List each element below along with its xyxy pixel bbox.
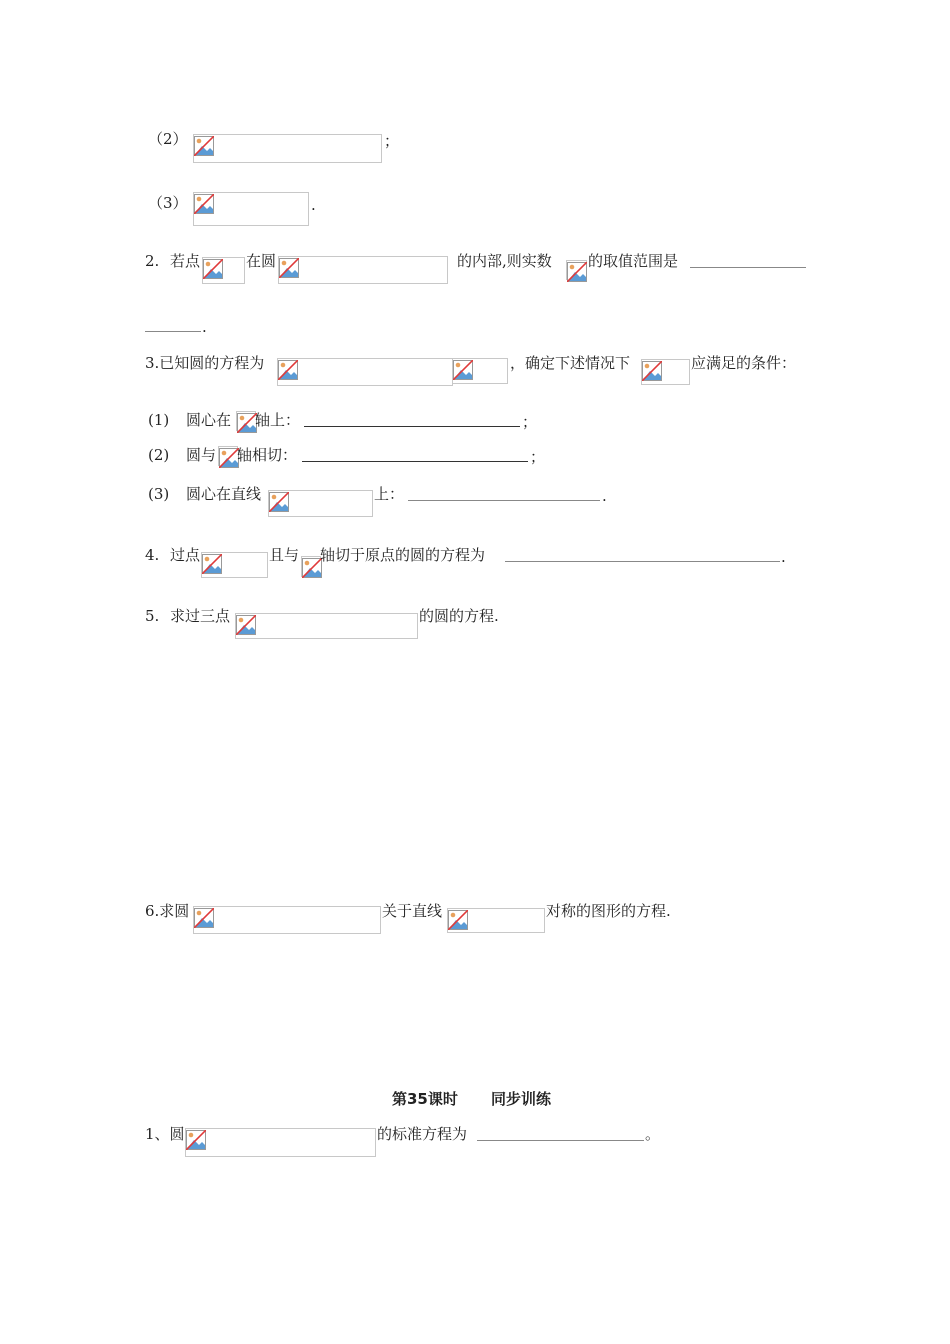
broken-image-icon — [194, 136, 214, 156]
answer-blank — [505, 561, 780, 562]
answer-blank — [408, 500, 600, 501]
broken-image-icon — [567, 262, 587, 282]
subitem-label: (3) — [148, 485, 170, 503]
punct: . — [202, 318, 207, 336]
broken-image-icon — [302, 558, 322, 578]
formula-image — [447, 908, 545, 933]
broken-image-icon — [237, 413, 257, 433]
broken-image-icon — [194, 194, 214, 214]
formula-image — [185, 1128, 376, 1157]
broken-image-icon — [279, 258, 299, 278]
answer-blank — [690, 267, 806, 268]
formula-image — [235, 613, 418, 639]
text: 轴上： — [255, 411, 301, 429]
punct: ； — [522, 413, 538, 431]
formula-image — [193, 192, 309, 226]
punct: . — [781, 548, 786, 566]
broken-image-icon — [448, 910, 468, 930]
formula-image — [641, 359, 690, 385]
text: 过点 — [170, 546, 201, 564]
broken-image-icon — [236, 615, 256, 635]
formula-image — [277, 358, 453, 386]
question-number: 4. — [145, 546, 160, 564]
text: 应满足的条件： — [691, 354, 797, 372]
broken-image-icon — [278, 360, 298, 380]
text: 圆心在 — [186, 411, 232, 429]
broken-image-icon — [453, 360, 473, 380]
broken-image-icon — [219, 448, 239, 468]
text: 圆心在直线 — [186, 485, 262, 503]
text: 的标准方程为 — [377, 1125, 468, 1143]
text: 的取值范围是 — [588, 252, 679, 270]
formula-image — [452, 358, 508, 384]
text: 6.求圆 — [145, 902, 190, 920]
punct: . — [602, 487, 607, 505]
broken-image-icon — [269, 492, 289, 512]
formula-image — [193, 134, 382, 163]
question-number: 5. — [145, 607, 160, 625]
subitem-label: （2） — [148, 130, 188, 148]
formula-image — [193, 906, 381, 934]
text: 对称的图形的方程. — [546, 902, 671, 920]
subitem-label: (1) — [148, 411, 170, 429]
punct: ； — [530, 448, 546, 466]
subitem-label: (2) — [148, 446, 170, 464]
text: 在圆 — [246, 252, 277, 270]
formula-image — [201, 552, 268, 578]
broken-image-icon — [186, 1130, 206, 1150]
section-subtitle: 同步训练 — [491, 1090, 552, 1108]
text: 若点 — [170, 252, 201, 270]
text: 3.已知圆的方程为 — [145, 354, 265, 372]
formula-image — [236, 411, 256, 431]
question-number: 2. — [145, 252, 160, 270]
punct: ； — [384, 132, 400, 150]
answer-blank — [477, 1140, 644, 1141]
text: 轴相切： — [237, 446, 298, 464]
text: 求过三点 — [170, 607, 231, 625]
text: 关于直线 — [382, 902, 443, 920]
broken-image-icon — [642, 361, 662, 381]
text: 圆与 — [186, 446, 217, 464]
text: 上： — [374, 485, 405, 503]
formula-image — [268, 490, 373, 517]
section-title: 第35课时 — [392, 1090, 458, 1108]
punct: 。 — [645, 1125, 661, 1143]
formula-image — [566, 260, 587, 280]
answer-blank — [302, 461, 528, 462]
text: 的内部,则实数 — [457, 252, 552, 270]
broken-image-icon — [203, 259, 223, 279]
broken-image-icon — [202, 554, 222, 574]
text: 且与 — [269, 546, 300, 564]
broken-image-icon — [194, 908, 214, 928]
formula-image — [278, 256, 448, 284]
subitem-label: （3） — [148, 194, 188, 212]
text: ，确定下述情况下 — [510, 354, 631, 372]
formula-image — [202, 257, 245, 284]
text: 轴切于原点的圆的方程为 — [320, 546, 486, 564]
text: 的圆的方程. — [419, 607, 499, 625]
formula-image — [301, 556, 321, 577]
text: 1、圆 — [145, 1125, 185, 1143]
punct: . — [311, 196, 316, 214]
formula-image — [218, 446, 238, 466]
answer-blank — [145, 331, 201, 332]
answer-blank — [304, 426, 520, 427]
